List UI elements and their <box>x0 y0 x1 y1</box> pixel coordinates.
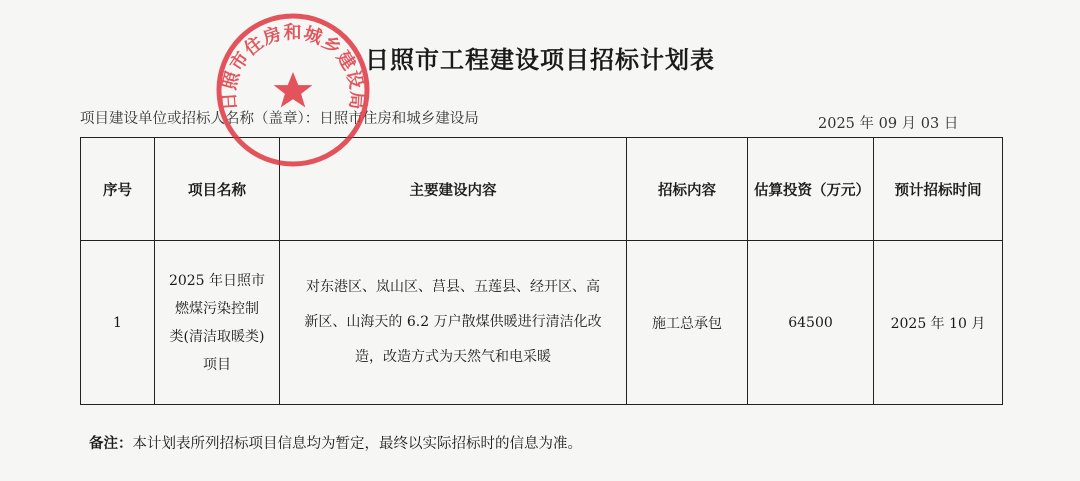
cell-investment: 64500 <box>748 241 874 405</box>
note-text: 本计划表所列招标项目信息均为暂定，最终以实际招标时的信息为准。 <box>132 436 582 452</box>
document-date: 2025 年 09 月 03 日 <box>818 116 959 132</box>
document-title: 日照市工程建设项目招标计划表 <box>365 45 715 74</box>
content-line: 新区、山海天的 6.2 万户散煤供暖进行清洁化改 <box>304 314 602 330</box>
header-investment: 估算投资（万元） <box>748 138 874 241</box>
cell-time: 2025 年 10 月 <box>874 241 1003 405</box>
footnote <box>89 432 582 453</box>
cell-seq: 1 <box>81 241 155 405</box>
header-time: 预计招标时间 <box>874 138 1003 241</box>
seal-text: 日照市住房和城乡建设局 <box>218 22 368 112</box>
name-line: 燃煤污染控制 <box>175 300 259 317</box>
note-label: 备注： <box>89 435 133 452</box>
content-line: 对东港区、岚山区、莒县、五莲县、经开区、高 <box>306 279 600 295</box>
table-header-row <box>81 138 1003 241</box>
name-line: 2025 年日照市 <box>168 272 266 289</box>
header-name: 项目名称 <box>155 138 280 241</box>
name-line: 项目 <box>203 356 231 373</box>
cell-bid: 施工总承包 <box>627 241 748 405</box>
seal-star-icon <box>274 72 313 107</box>
unit-line: 项目建设单位或招标人名称（盖章）：日照市住房和城乡建设局 <box>80 111 479 127</box>
header-bid: 招标内容 <box>627 138 748 241</box>
bid-plan-table <box>80 137 1003 405</box>
content-line: 造，改造方式为天然气和电采暖 <box>355 349 551 365</box>
header-seq: 序号 <box>81 138 155 241</box>
cell-content <box>280 241 627 405</box>
name-line: 类(清洁取暖类) <box>169 328 265 345</box>
cell-name <box>155 241 280 405</box>
header-content: 主要建设内容 <box>280 138 627 241</box>
table-row <box>81 241 1003 405</box>
